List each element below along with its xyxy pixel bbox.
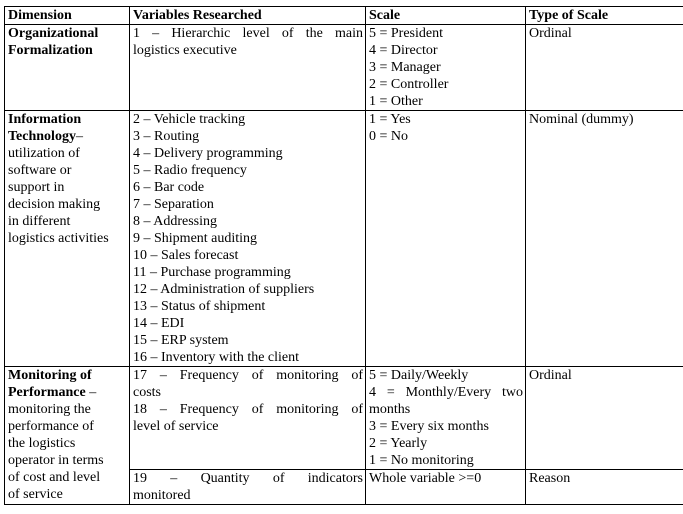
- header-dimension: Dimension: [5, 7, 130, 25]
- scale-line: 4 = Director: [369, 43, 438, 58]
- dimension-desc: monitoring the: [8, 402, 91, 417]
- type-cell: Ordinal: [526, 25, 683, 111]
- dimension-title: Monitoring of: [8, 368, 92, 383]
- dimension-cell: [5, 25, 130, 111]
- dimension-cell: [5, 111, 130, 367]
- dimension-title: Performance: [8, 385, 86, 400]
- variables-cell: [130, 111, 366, 367]
- variable-line: 16 – Inventory with the client: [133, 350, 300, 365]
- dimension-title: Organizational: [8, 26, 99, 41]
- variable-line: 11 – Purchase programming: [133, 265, 291, 280]
- variable-line: 17 – Frequency of monitoring of: [133, 368, 363, 383]
- variable-line: level of service: [133, 419, 219, 434]
- dimension-dash: –: [75, 129, 83, 144]
- dimension-desc: operator in terms: [8, 453, 104, 468]
- scale-line: 2 = Controller: [369, 77, 449, 92]
- scale-line: 5 = President: [369, 26, 443, 41]
- header-variables: Variables Researched: [130, 7, 366, 25]
- variable-line: monitored: [133, 488, 191, 503]
- scale-line: 2 = Yearly: [369, 436, 428, 451]
- variable-line: costs: [133, 385, 161, 400]
- dimension-title: Formalization: [8, 43, 93, 58]
- header-type: Type of Scale: [526, 7, 683, 25]
- scale-line: 5 = Daily/Weekly: [369, 368, 469, 383]
- table-row: [5, 367, 683, 470]
- type-cell: Nominal (dummy): [526, 111, 683, 367]
- variable-line: 10 – Sales forecast: [133, 248, 239, 263]
- dimension-title: Information: [8, 112, 82, 127]
- dimension-desc: utilization of: [8, 146, 80, 161]
- variable-line: 14 – EDI: [133, 316, 185, 331]
- variable-line: 13 – Status of shipment: [133, 299, 266, 314]
- variable-line: 1 – Hierarchic level of the main: [133, 26, 363, 41]
- scale-cell: Whole variable >=0: [366, 470, 526, 505]
- scale-line: 0 = No: [369, 129, 409, 144]
- variables-table: [4, 6, 683, 505]
- scale-line: 3 = Every six months: [369, 419, 489, 434]
- scale-line: 3 = Manager: [369, 60, 441, 75]
- dimension-title: Technology: [8, 129, 76, 144]
- dimension-desc: the logistics: [8, 436, 76, 451]
- variable-line: 3 – Routing: [133, 129, 200, 144]
- scale-cell: [366, 367, 526, 470]
- scale-line: months: [369, 402, 411, 417]
- dimension-desc: performance of: [8, 419, 94, 434]
- scale-line: 4 = Monthly/Every two: [369, 385, 523, 400]
- dimension-desc: in different: [8, 214, 71, 229]
- type-cell: Reason: [526, 470, 683, 505]
- variable-line: 15 – ERP system: [133, 333, 229, 348]
- scale-cell: [366, 25, 526, 111]
- variable-line: 12 – Administration of suppliers: [133, 282, 315, 297]
- header-scale: Scale: [366, 7, 526, 25]
- variable-line: 8 – Addressing: [133, 214, 217, 229]
- dimension-dash: –: [85, 385, 97, 400]
- dimension-cell: [5, 367, 130, 505]
- scale-line: 1 = No monitoring: [369, 453, 474, 468]
- variable-line: 6 – Bar code: [133, 180, 205, 195]
- dimension-desc: logistics activities: [8, 231, 109, 246]
- scale-cell: [366, 111, 526, 367]
- dimension-desc: support in: [8, 180, 65, 195]
- variable-line: 7 – Separation: [133, 197, 214, 212]
- variables-cell: [130, 470, 366, 505]
- variables-cell: [130, 25, 366, 111]
- variables-cell: [130, 367, 366, 470]
- variable-line: 19 – Quantity of indicators: [133, 471, 363, 486]
- dimension-desc: decision making: [8, 197, 101, 212]
- variable-line: logistics executive: [133, 43, 237, 58]
- scale-line: 1 = Other: [369, 94, 423, 109]
- table-row: [5, 111, 683, 367]
- variable-line: 18 – Frequency of monitoring of: [133, 402, 363, 417]
- type-cell: Ordinal: [526, 367, 683, 470]
- variable-line: 5 – Radio frequency: [133, 163, 247, 178]
- dimension-desc: software or: [8, 163, 72, 178]
- dimension-desc: of service: [8, 487, 63, 502]
- variable-line: 4 – Delivery programming: [133, 146, 283, 161]
- dimension-desc: of cost and level: [8, 470, 101, 485]
- scale-line: 1 = Yes: [369, 112, 411, 127]
- header-row: [5, 7, 683, 25]
- variable-line: 2 – Vehicle tracking: [133, 112, 246, 127]
- table-row: [5, 25, 683, 111]
- variable-line: 9 – Shipment auditing: [133, 231, 258, 246]
